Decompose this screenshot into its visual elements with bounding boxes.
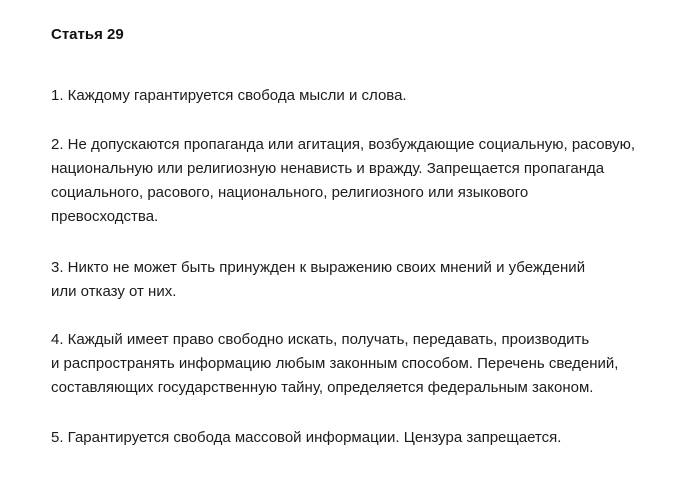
paragraph-4-line-2: и распространять информацию любым законным способом. Перечень сведений, [51, 355, 619, 372]
paragraph-1-line-1: 1. Каждому гарантируется свобода мысли и слова. [51, 87, 407, 104]
paragraph-4 [51, 328, 618, 400]
paragraph-2 [51, 133, 635, 229]
paragraph-5 [51, 426, 561, 450]
paragraph-2-line-2: национальную или религиозную ненависть и вражду. Запрещается пропаганда [51, 160, 605, 177]
paragraph-2-line-1: 2. Не допускаются пропаганда или агитация, возбуждающие социальную, расовую, [51, 136, 636, 153]
paragraph-5-line-1: 5. Гарантируется свобода массовой информации. Цензура запрещается. [51, 429, 562, 446]
paragraph-4-line-1: 4. Каждый имеет право свободно искать, получать, передавать, производить [51, 331, 590, 348]
paragraph-3 [51, 256, 585, 304]
paragraph-1 [51, 84, 407, 108]
article-title: Статья 29 [51, 26, 124, 43]
paragraph-4-line-3: составляющих государственную тайну, определяется федеральным законом. [51, 379, 594, 396]
paragraph-2-line-4: превосходства. [51, 208, 159, 225]
paragraph-3-line-1: 3. Никто не может быть принужден к выражению своих мнений и убеждений [51, 259, 586, 276]
paragraph-3-line-2: или отказу от них. [51, 283, 177, 300]
paragraph-2-line-3: социального, расового, национального, религиозного или языкового [51, 184, 529, 201]
